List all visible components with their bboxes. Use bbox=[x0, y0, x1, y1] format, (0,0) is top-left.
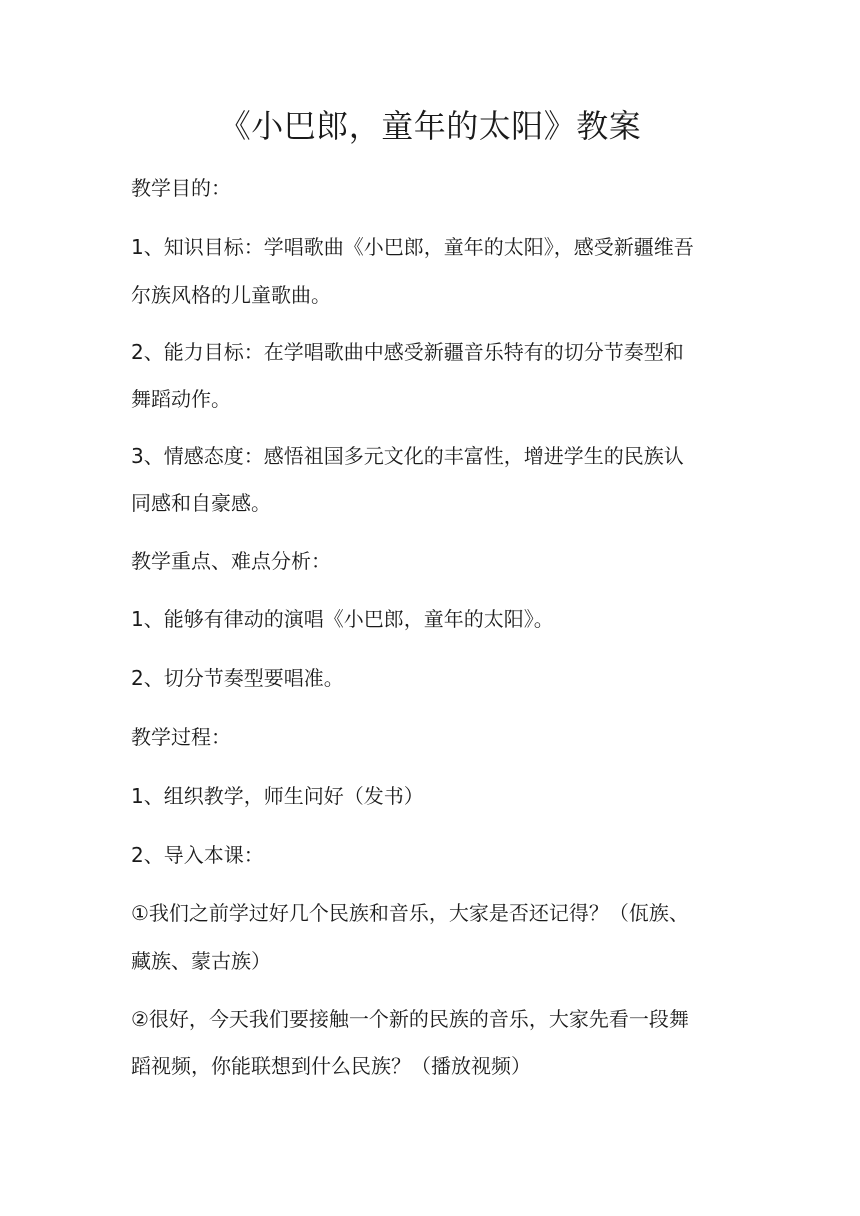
section-heading-process: 教学过程： bbox=[131, 725, 231, 749]
paragraph-line: 2、能力目标：在学唱歌曲中感受新疆音乐特有的切分节奏型和 bbox=[131, 340, 684, 364]
section-heading-objectives: 教学目的： bbox=[131, 176, 231, 200]
paragraph-line: 藏族、蒙古族） bbox=[131, 949, 271, 973]
paragraph-line: ①我们之前学过好几个民族和音乐，大家是否还记得？（佤族、 bbox=[131, 901, 689, 925]
paragraph-line: 2、导入本课： bbox=[131, 843, 264, 867]
paragraph-line: 2、切分节奏型要唱准。 bbox=[131, 666, 344, 690]
section-heading-key-points: 教学重点、难点分析： bbox=[131, 549, 331, 573]
paragraph-line: ②很好，今天我们要接触一个新的民族的音乐，大家先看一段舞 bbox=[131, 1007, 689, 1031]
paragraph-line: 1、能够有律动的演唱《小巴郎，童年的太阳》。 bbox=[131, 607, 554, 631]
paragraph-line: 尔族风格的儿童歌曲。 bbox=[131, 283, 331, 307]
paragraph-line: 1、知识目标：学唱歌曲《小巴郎，童年的太阳》，感受新疆维吾 bbox=[131, 235, 694, 259]
paragraph-line: 同感和自豪感。 bbox=[131, 491, 271, 515]
paragraph-line: 蹈视频，你能联想到什么民族？（播放视频） bbox=[131, 1054, 531, 1078]
document-title: 《小巴郎，童年的太阳》教案 bbox=[218, 107, 642, 145]
paragraph-line: 1、组织教学，师生问好（发书） bbox=[131, 784, 424, 808]
paragraph-line: 3、情感态度：感悟祖国多元文化的丰富性，增进学生的民族认 bbox=[131, 444, 684, 468]
paragraph-line: 舞蹈动作。 bbox=[131, 387, 231, 411]
